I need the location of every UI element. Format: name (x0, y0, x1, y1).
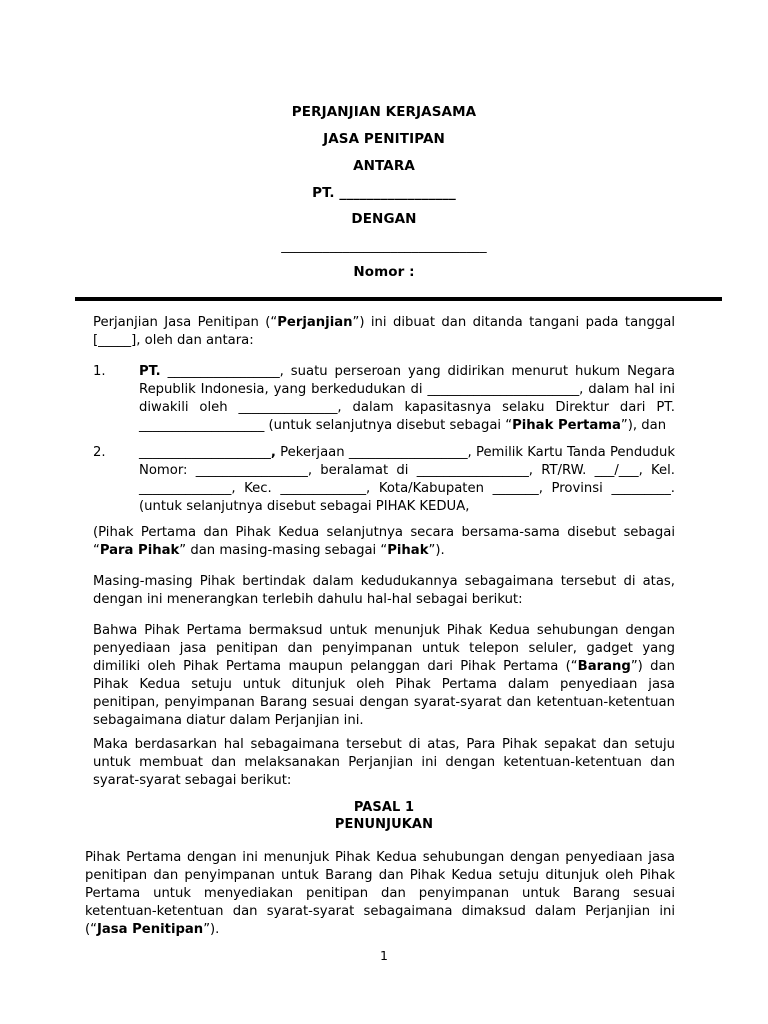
party-1-number: 1. (93, 364, 106, 379)
party-2-comma: , (270, 445, 276, 460)
document-subtitle: JASA PENITIPAN (323, 131, 445, 147)
term-pihak: Pihak (387, 543, 429, 558)
article-1-heading: PASAL 1 (353, 800, 415, 815)
whereas-text-1: Bahwa Pihak Pertama bermaksud untuk menunjuk Pihak Kedua sehubungan dengan penyediaan jasa penitipan dan penyimpanan untuk telepon seluler, gadget yang dimiliki oleh Pihak Pertama maupun pelanggan dari Pihak Pertama (“ (93, 623, 675, 674)
intro-text-1: Perjanjian Jasa Penitipan (“ (93, 315, 278, 330)
page-number: 1 (380, 948, 388, 963)
term-perjanjian: Perjanjian (277, 315, 353, 330)
party-1-text-1: _________________, suatu perseroan yang didirikan menurut hukum Negara Republik Indonesia, yang berkedudukan di _______________________, dalam hal ini diwakili oleh _______________, dalam kapasitasnya selaku Direktur dari PT. ___________________ (untuk selanjutnya disebut sebagai “ (139, 364, 675, 433)
first-party-line: PT. _________________ (312, 185, 456, 201)
party-2-name-blank: ____________________ (139, 445, 271, 460)
article-1-title: PENUNJUKAN (334, 817, 434, 832)
whereas-text-2: ”) dan Pihak Kedua setuju untuk ditunjuk oleh Pihak Pertama dalam penyediaan jasa penitipan, penyimpanan Barang sesuai dengan syarat-syarat dan ketentuan-ketentuan sebagaimana diatur dalam Perjanjian ini. (93, 659, 675, 728)
term-para-pihak: Para Pihak (99, 543, 180, 558)
article-1-text-1: Pihak Pertama dengan ini menunjuk Pihak Kedua sehubungan dengan penyediaan jasa penitipan dan penyimpanan untuk Barang dan Pihak Kedua setuju ditunjuk oleh Pihak Pertama untuk menyediakan penitipan dan penyimpanan untuk Barang sesuai ketentuan-ketentuan dan syarat-syarat sebagaimana dimaksud dalam Perjanjian ini (“ (85, 850, 675, 937)
party-1-company: PT. (139, 364, 161, 379)
para-pihak-paragraph (93, 524, 675, 560)
document-title: PERJANJIAN KERJASAMA (291, 104, 477, 120)
party-2-text: Pekerjaan __________________, Pemilik Kartu Tanda Penduduk Nomor: _________________, beralamat di _________________, RT/RW. ___/___, Kel. ______________, Kec. _____________, Kota/Kabupaten _______, Provinsi _________. (untuk selanjutnya disebut sebagai PIHAK KEDUA, (139, 445, 675, 514)
recital-intro-paragraph: Masing-masing Pihak bertindak dalam kedudukannya sebagaimana tersebut di atas, dengan ini menerangkan terlebih dahulu hal-hal sebagai berikut: (93, 574, 675, 607)
header-divider (75, 297, 722, 301)
therefore-paragraph: Maka berdasarkan hal sebagaimana tersebut di atas, Para Pihak sepakat dan setuju untuk membuat dan melaksanakan Perjanjian ini dengan ketentuan-ketentuan dan syarat-syarat sebagai berikut: (93, 737, 675, 788)
intro-text-2: ”) ini dibuat dan ditanda tangani pada tanggal [_____], oleh dan antara: (93, 315, 676, 348)
intro-paragraph (93, 314, 675, 350)
whereas-paragraph (93, 622, 675, 730)
between-label: ANTARA (353, 158, 415, 174)
term-barang: Barang (577, 659, 631, 674)
para-pihak-text-3: ”). (428, 543, 445, 558)
second-party-blank: ______________________________ (281, 238, 487, 254)
agreement-number-label: Nomor : (353, 264, 415, 280)
party-1-clause (139, 363, 675, 435)
term-pihak-pertama: Pihak Pertama (512, 418, 621, 433)
para-pihak-text-2: ” dan masing-masing sebagai “ (179, 543, 388, 558)
party-1-text-2: ”), dan (620, 418, 667, 433)
article-1-text-2: ”). (203, 922, 220, 937)
para-pihak-text-1: (Pihak Pertama dan Pihak Kedua selanjutnya secara bersama-sama disebut sebagai “ (93, 525, 675, 558)
term-jasa-penitipan: Jasa Penitipan (96, 922, 204, 937)
with-label: DENGAN (351, 211, 417, 227)
article-1-body (85, 849, 675, 939)
party-2-number: 2. (93, 445, 106, 460)
party-2-clause (139, 444, 675, 516)
